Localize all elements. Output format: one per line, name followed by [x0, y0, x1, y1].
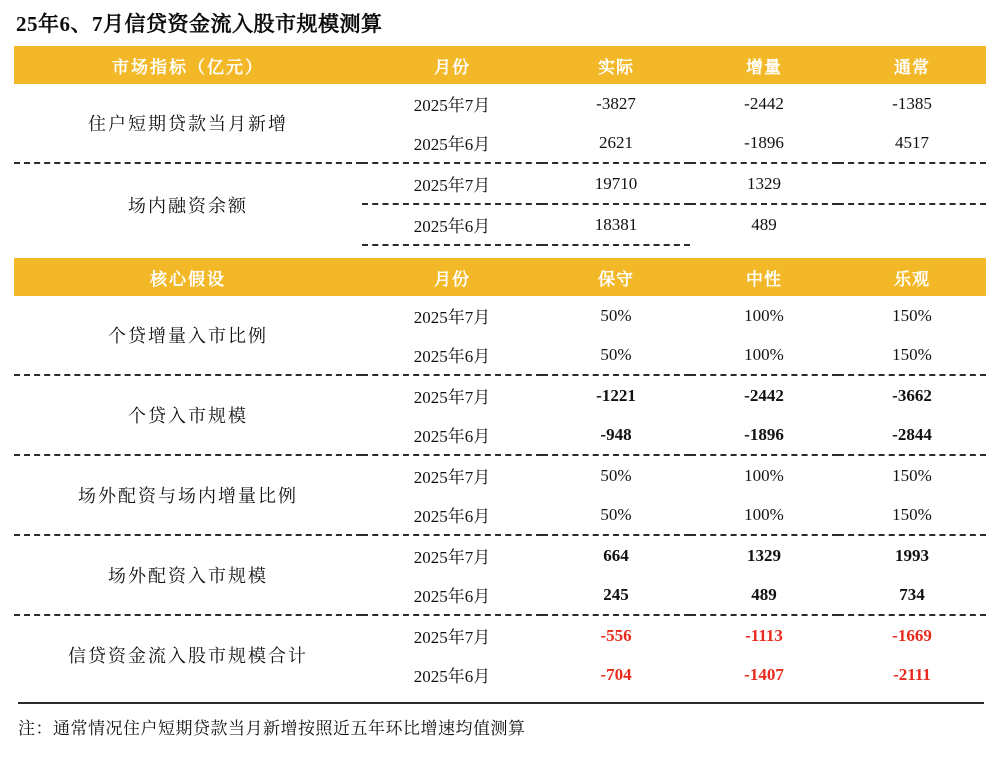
row-value-optimistic: -2111 — [893, 664, 931, 684]
header-cell-increment: 增量 — [690, 46, 838, 84]
table-row — [14, 375, 986, 415]
row-value-optimistic: -3662 — [838, 375, 986, 415]
row-value-neutral: 100% — [744, 504, 784, 524]
row-month: 2025年6月 — [413, 507, 491, 526]
row-value-optimistic: 1993 — [838, 535, 986, 575]
row-month: 2025年7月 — [362, 615, 542, 655]
row-month: 2025年7月 — [362, 455, 542, 495]
table-note: 注：通常情况住户短期贷款当月新增按照近五年环比增速均值测算 — [18, 702, 984, 739]
page-title: 25年6、7月信贷资金流入股市规模测算 — [16, 12, 383, 36]
row-value-conservative: 50% — [600, 344, 632, 364]
row-value-conservative: -556 — [542, 615, 690, 655]
row-value-optimistic: 150% — [892, 504, 932, 524]
row-value-optimistic: -2844 — [892, 424, 932, 444]
table-row — [14, 535, 986, 575]
table-row — [14, 615, 986, 655]
market-indicator-table — [14, 46, 986, 258]
row-label: 信贷资金流入股市规模合计 — [14, 615, 362, 694]
row-value-actual: 18381 — [542, 204, 690, 245]
row-month: 2025年6月 — [413, 135, 491, 154]
row-month: 2025年6月 — [362, 204, 542, 245]
row-value-neutral: 489 — [751, 584, 777, 604]
row-value-optimistic: 150% — [838, 455, 986, 495]
row-value-optimistic: 150% — [892, 305, 932, 325]
row-month: 2025年7月 — [362, 535, 542, 575]
header-cell-usual: 通常 — [838, 46, 986, 84]
table-header-row — [14, 46, 986, 84]
row-value-conservative: 245 — [603, 584, 629, 604]
row-value-conservative: -948 — [600, 424, 632, 444]
row-month: 2025年7月 — [362, 375, 542, 415]
row-value-neutral: -2442 — [690, 375, 838, 415]
row-value-neutral: -1113 — [690, 615, 838, 655]
row-label: 场外配资与场内增量比例 — [14, 455, 362, 535]
row-value-optimistic: 734 — [899, 584, 925, 604]
row-value-usual: 4517 — [895, 132, 929, 152]
row-label: 场外配资入市规模 — [14, 535, 362, 615]
row-month: 2025年6月 — [413, 667, 491, 686]
row-month: 2025年6月 — [413, 427, 491, 446]
row-value-neutral: 100% — [690, 455, 838, 495]
table-header-row — [14, 258, 986, 296]
row-value-neutral: 100% — [744, 305, 784, 325]
table-row — [14, 455, 986, 495]
row-value-actual: 19710 — [542, 163, 690, 204]
row-value-actual: 2621 — [599, 132, 633, 152]
row-value-conservative: 664 — [542, 535, 690, 575]
header-cell-assumption: 核心假设 — [14, 258, 362, 296]
header-cell-month: 月份 — [362, 258, 542, 296]
header-cell-actual: 实际 — [542, 46, 690, 84]
row-month: 2025年7月 — [413, 96, 491, 115]
section-gap — [14, 245, 986, 258]
row-month: 2025年7月 — [362, 163, 542, 204]
row-label: 场内融资余额 — [14, 163, 362, 245]
row-value-conservative: -704 — [600, 664, 632, 684]
row-month: 2025年6月 — [413, 587, 491, 606]
row-value-usual: -1385 — [892, 93, 932, 113]
row-value-optimistic: 150% — [892, 344, 932, 364]
row-label: 个贷增量入市比例 — [108, 326, 268, 346]
row-value-increment: 489 — [690, 204, 838, 245]
header-cell-conservative: 保守 — [542, 258, 690, 296]
row-value-increment: -1896 — [744, 132, 784, 152]
row-label: 住户短期贷款当月新增 — [88, 114, 288, 134]
row-value-neutral: 100% — [744, 344, 784, 364]
core-assumption-table — [14, 258, 986, 694]
row-month: 2025年7月 — [413, 308, 491, 327]
table-row — [14, 296, 986, 335]
header-cell-label: 市场指标（亿元） — [14, 46, 362, 84]
row-label: 个贷入市规模 — [14, 375, 362, 455]
row-value-neutral: -1407 — [744, 664, 784, 684]
row-value-conservative: 50% — [600, 504, 632, 524]
row-value-increment: -2442 — [744, 93, 784, 113]
row-value-conservative: -1221 — [542, 375, 690, 415]
row-value-actual: -3827 — [596, 93, 636, 113]
row-value-increment: 1329 — [690, 163, 838, 204]
header-cell-neutral: 中性 — [690, 258, 838, 296]
row-value-neutral: -1896 — [744, 424, 784, 444]
row-value-optimistic: -1669 — [838, 615, 986, 655]
row-value-neutral: 1329 — [690, 535, 838, 575]
table-row — [14, 84, 986, 123]
row-value-conservative: 50% — [542, 455, 690, 495]
header-cell-optimistic: 乐观 — [838, 258, 986, 296]
row-month: 2025年6月 — [413, 347, 491, 366]
row-value-usual — [838, 163, 986, 204]
table-row — [14, 163, 986, 204]
header-cell-month: 月份 — [362, 46, 542, 84]
row-value-usual — [838, 204, 986, 245]
row-value-conservative: 50% — [600, 305, 632, 325]
